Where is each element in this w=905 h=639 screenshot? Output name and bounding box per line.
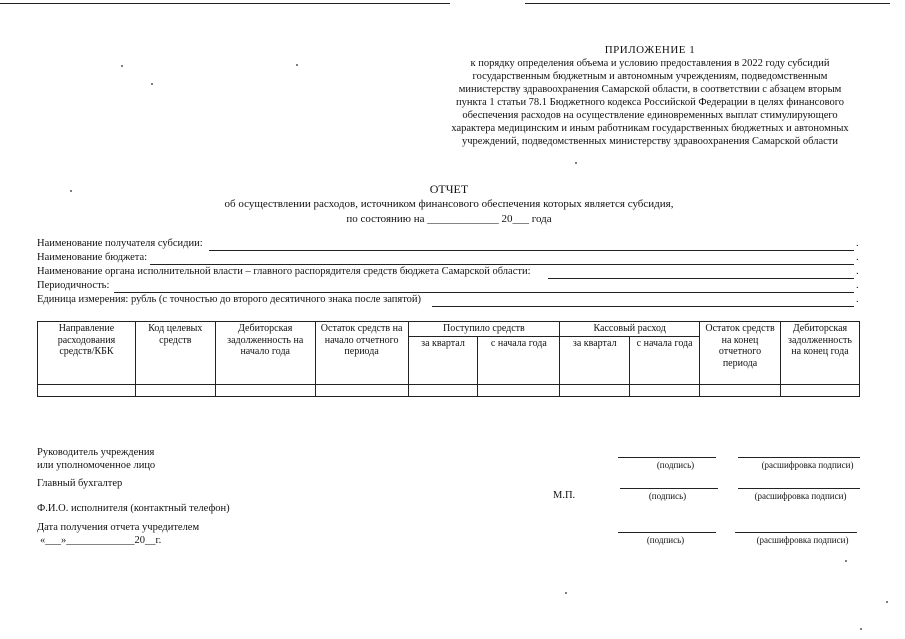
table-row[interactable] (38, 384, 860, 396)
appendix-heading: ПРИЛОЖЕНИЕ 1 (604, 44, 696, 56)
header-direction: Направление расходования средств/КБК (38, 322, 136, 385)
accountant-transcript-line[interactable] (738, 488, 860, 489)
date-format-line: «___»_____________20__г. (40, 535, 162, 546)
appendix-line: к порядку определения объема и условию предоставления в 2022 году субсидий (470, 58, 830, 69)
signature-head-labels (37, 446, 155, 472)
accountant-transcript-caption: (расшифровка подписи) (754, 491, 847, 501)
table-cell[interactable] (38, 384, 136, 396)
appendix-line: учреждений, подведомственных министерству здравоохранения Самарской области (462, 136, 838, 147)
field-authority-dot: . (856, 266, 859, 277)
field-authority-label: Наименование органа исполнительной власти – главного распорядителя средств бюджета Самарской области: (37, 266, 531, 277)
table-cell[interactable] (215, 384, 315, 396)
scan-speck (151, 83, 153, 85)
scan-speck (886, 601, 888, 603)
table-cell[interactable] (135, 384, 215, 396)
scan-speck (565, 592, 567, 594)
field-recipient-dot: . (856, 238, 859, 249)
appendix-line: государственным бюджетным и автономным учреждениям, подведомственным (472, 71, 828, 82)
stamp-label: М.П. (553, 490, 576, 501)
top-rule-right (525, 3, 890, 4)
report-table (37, 321, 860, 397)
header-receivables-start: Дебиторская задолженность на начало года (215, 322, 315, 385)
scan-speck (860, 628, 862, 630)
field-unit-line (432, 306, 854, 307)
field-periodicity-dot: . (856, 280, 859, 291)
field-authority-line[interactable] (548, 278, 854, 279)
top-rule-left (0, 3, 450, 4)
field-recipient-label: Наименование получателя субсидии: (37, 238, 203, 249)
table-header-row (38, 322, 860, 337)
date-transcript-caption: (расшифровка подписи) (756, 535, 849, 545)
field-recipient-line[interactable] (209, 250, 854, 251)
scan-speck (70, 190, 72, 192)
field-budget-line[interactable] (150, 264, 854, 265)
appendix-line: характера медицинским и иным работникам государственных бюджетных и автономных (451, 123, 849, 134)
table-cell[interactable] (478, 384, 560, 396)
field-periodicity-line[interactable] (114, 292, 854, 293)
header-balance-start: Остаток средств на начало отчетного периода (315, 322, 408, 385)
accountant-signature-line[interactable] (620, 488, 718, 489)
appendix-line: пункта 1 статьи 78.1 Бюджетного кодекса Российской Федерации в целях финансового (455, 97, 845, 108)
header-balance-end: Остаток средств на конец отчетного периода (700, 322, 781, 385)
subheader-received-quarter: за квартал (408, 336, 478, 384)
header-receivables-end: Дебиторская задолженность на конец года (780, 322, 859, 385)
subheader-expense-year: с начала года (630, 336, 700, 384)
executor-label: Ф.И.О. исполнителя (контактный телефон) (37, 503, 230, 514)
report-date-line: по состоянию на _____________ 20___ года (346, 213, 552, 225)
scan-speck (575, 162, 577, 164)
scan-speck (845, 560, 847, 562)
appendix-line: обеспечения расходов на осуществление единовременных выплат стимулирующего (462, 110, 838, 121)
table-cell[interactable] (780, 384, 859, 396)
scan-speck (296, 64, 298, 66)
field-unit-dot: . (856, 294, 859, 305)
field-budget-dot: . (856, 252, 859, 263)
table-cell[interactable] (630, 384, 700, 396)
subheader-received-year: с начала года (478, 336, 560, 384)
appendix-block (440, 44, 860, 148)
subheader-expense-quarter: за квартал (560, 336, 630, 384)
field-unit-label: Единица измерения: рубль (с точностью до второго десятичного знака после запятой) (37, 294, 422, 305)
head-label-line1: Руководитель учреждения (37, 447, 155, 458)
chief-accountant-label: Главный бухгалтер (37, 478, 123, 489)
field-budget-label: Наименование бюджета: (37, 252, 148, 263)
table-cell[interactable] (408, 384, 478, 396)
table-cell[interactable] (315, 384, 408, 396)
header-target-code: Код целевых средств (135, 322, 215, 385)
head-transcript-line[interactable] (738, 457, 860, 458)
head-transcript-caption: (расшифровка подписи) (761, 460, 854, 470)
accountant-signature-caption: (подпись) (648, 491, 687, 501)
report-header (220, 182, 678, 227)
appendix-line: министерству здравоохранения Самарской области, в соответствии с абзацем вторым (458, 84, 842, 95)
head-signature-caption: (подпись) (656, 460, 695, 470)
date-transcript-line[interactable] (735, 532, 857, 533)
report-title: ОТЧЕТ (429, 182, 469, 196)
date-signature-line[interactable] (618, 532, 716, 533)
head-signature-line[interactable] (618, 457, 716, 458)
date-signature-caption: (подпись) (646, 535, 685, 545)
field-periodicity-label: Периодичность: (37, 280, 110, 291)
date-received-label: Дата получения отчета учредителем (37, 522, 200, 533)
head-label-line2: или уполномоченное лицо (37, 460, 156, 471)
report-subtitle: об осуществлении расходов, источником финансового обеспечения которых является субсидия, (224, 198, 674, 210)
table-cell[interactable] (700, 384, 781, 396)
header-received: Поступило средств (408, 322, 560, 337)
scan-speck (121, 65, 123, 67)
table-cell[interactable] (560, 384, 630, 396)
header-cash-expense: Кассовый расход (560, 322, 700, 337)
